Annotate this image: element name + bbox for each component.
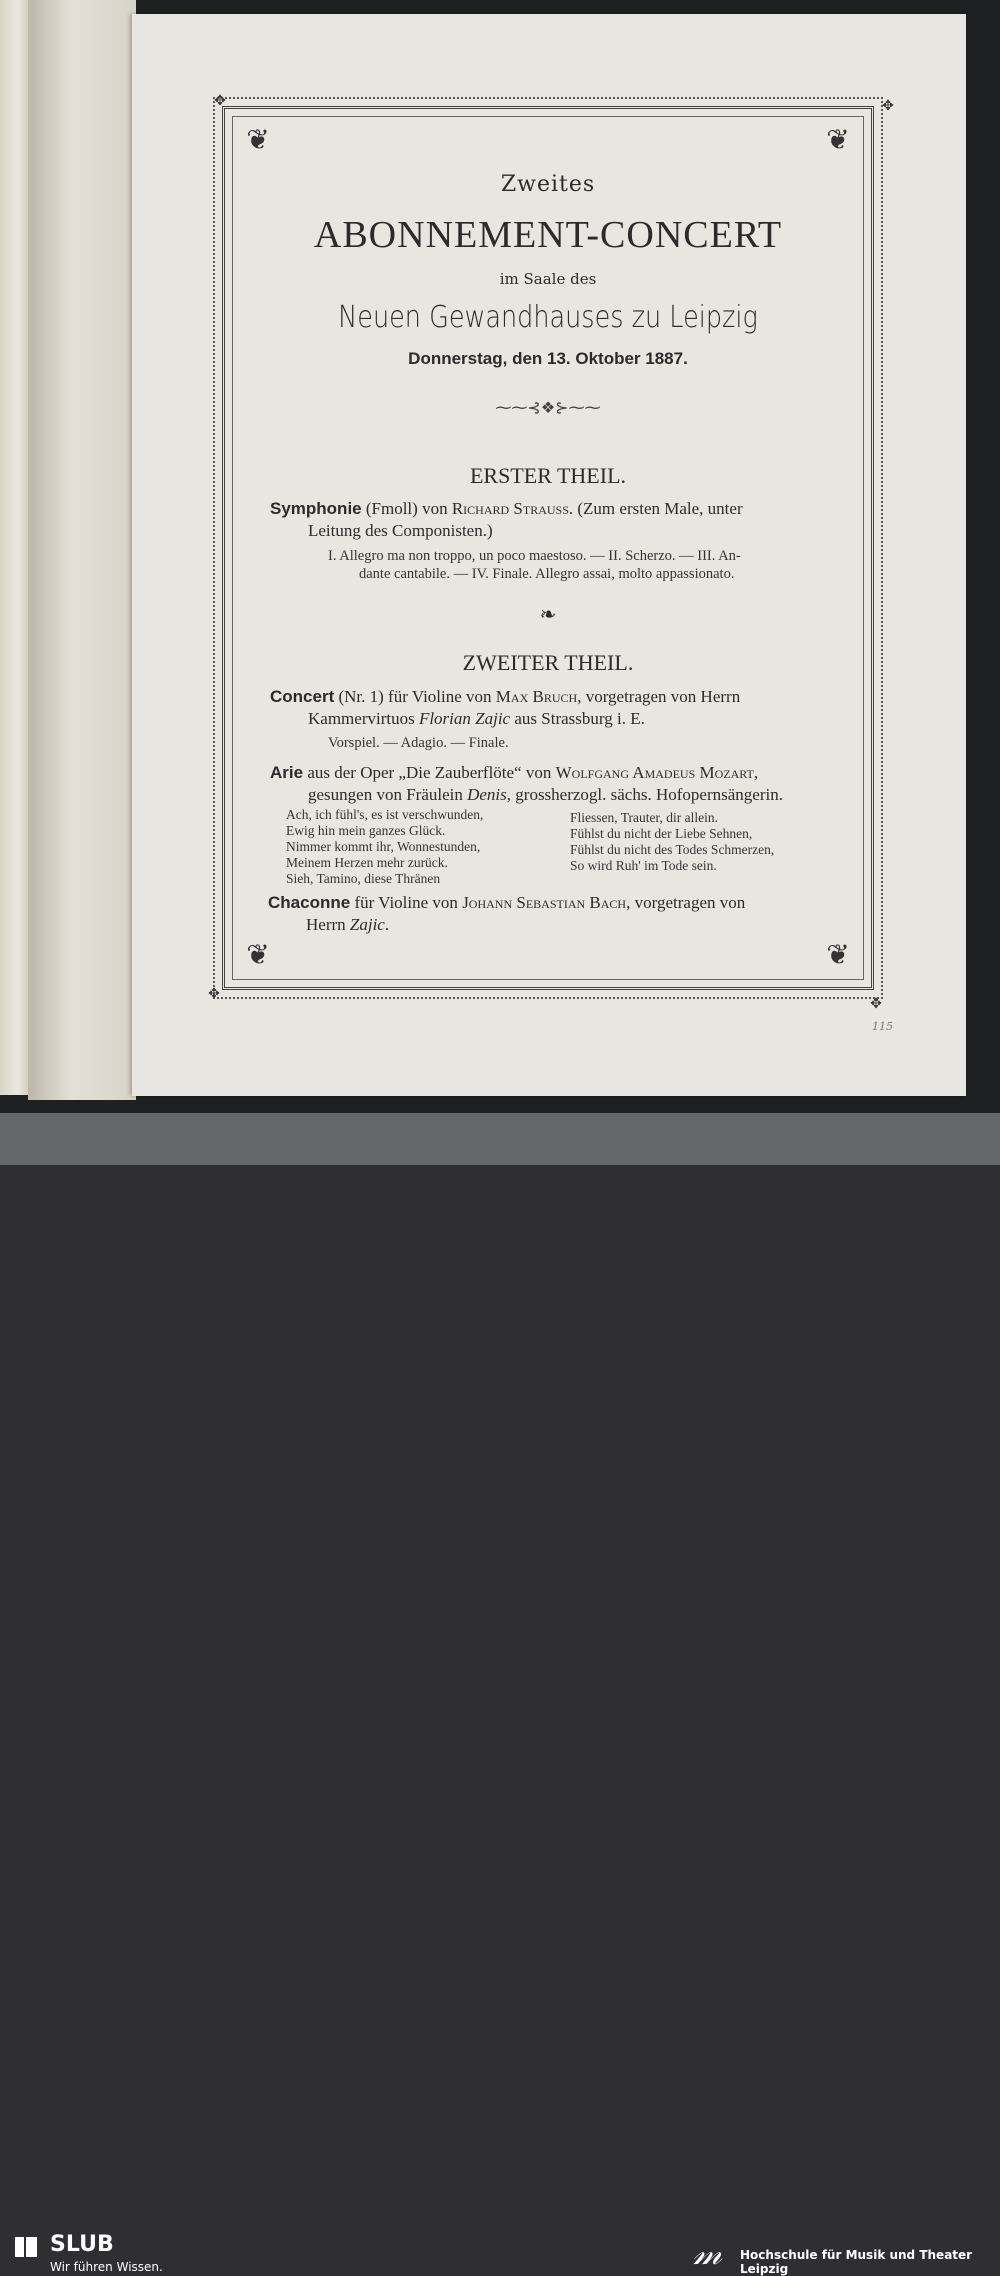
piece-text: Kammervirtuos [308, 709, 419, 728]
piece-text: (Zum ersten Male, unter [573, 499, 743, 518]
part-2-heading: ZWEITER THEIL. [462, 650, 634, 675]
piece-text: (Nr. 1) für Violine von [334, 687, 496, 706]
piece-text: aus Strassburg i. E. [510, 709, 645, 728]
lyric-line: Fühlst du nicht der Liebe Sehnen, [570, 826, 753, 841]
singer-name: Denis [467, 785, 507, 804]
corner-ornament-icon: ❦ [246, 123, 270, 156]
slub-book-icon [13, 2234, 39, 2260]
composer-name: Wolfgang Amadeus Mozart [555, 763, 754, 782]
corner-ornament-icon: ❦ [826, 938, 850, 971]
composer-name: Richard Strauss. [451, 499, 574, 518]
corner-ornament-icon: ❦ [826, 123, 850, 156]
library-slogan: Wir führen Wissen. [50, 2260, 163, 2274]
concert-entry [270, 686, 830, 730]
part-1-heading: ERSTER THEIL. [469, 463, 627, 488]
corner-ornament-icon: ✥ [208, 986, 220, 1002]
page-title: ABONNEMENT-CONCERT [313, 214, 783, 256]
piece-text: (Fmoll) von [361, 499, 452, 518]
concert-date: Donnerstag, den 13. Oktober 1887. [408, 349, 688, 368]
lyric-line: Fliessen, Trauter, dir allein. [570, 810, 718, 825]
movements-line: Vorspiel. — Adagio. — Finale. [328, 735, 509, 751]
chaconne-entry [268, 892, 828, 936]
lyric-line: So wird Ruh' im Tode sein. [570, 858, 717, 873]
left-page-edge [0, 0, 30, 1095]
composer-name: Johann Sebastian Bach [462, 893, 627, 912]
venue-name: Neuen Gewandhauses zu Leipzig [338, 300, 758, 335]
piece-text: , grossherzogl. sächs. Hofopernsängerin. [506, 785, 783, 804]
book-gutter [28, 0, 136, 1100]
lyric-line: Sieh, Tamino, diese Thränen [286, 871, 441, 886]
soloist-name: Zajic [349, 915, 385, 934]
lyric-line: Ewig hin mein ganzes Glück. [286, 823, 446, 838]
lyric-line: Ach, ich fühl's, es ist verschwunden, [286, 807, 484, 822]
lyric-line: Meinem Herzen mehr zurück. [286, 855, 448, 870]
piece-title: Arie [270, 763, 304, 782]
lyric-line: Fühlst du nicht des Todes Schmerzen, [570, 842, 775, 857]
hmt-logo-icon: 𝓂 [693, 2233, 722, 2273]
corner-ornament-icon: ❦ [246, 938, 270, 971]
piece-text: gesungen von Fräulein [308, 785, 468, 804]
movements-line: dante cantabile. — IV. Finale. Allegro assai, molto appassionato. [359, 566, 735, 582]
piece-title: Symphonie [270, 499, 362, 518]
arie-entry [270, 762, 830, 806]
soloist-name: Florian Zajic [418, 709, 511, 728]
piece-text: , [753, 763, 759, 782]
viewer-footer [0, 1113, 1000, 2276]
piece-title: Chaconne [268, 893, 351, 912]
page-number: 115 [872, 1020, 893, 1033]
scan-background [0, 0, 1000, 1113]
venue-prefix: im Saale des [499, 270, 597, 288]
piece-text: aus der Oper „Die Zauberflöte“ von [303, 763, 556, 782]
piece-text: Leitung des Componisten.) [308, 521, 493, 540]
lyrics-left-column [286, 807, 483, 887]
piece-text: für Violine von [350, 893, 463, 912]
lyrics-right-column [570, 810, 774, 874]
pre-title: Zweites [500, 172, 596, 197]
corner-ornament-icon: ✥ [214, 93, 226, 109]
piece-text: , vorgetragen von Herrn [577, 687, 741, 706]
piece-title: Concert [270, 687, 335, 706]
floral-ornament-icon: ❧ [539, 602, 557, 626]
composer-name: Max Bruch [495, 687, 578, 706]
symphonie-entry [270, 498, 830, 542]
lyric-line: Nimmer kommt ihr, Wonnestunden, [286, 839, 481, 854]
library-name: SLUB [50, 2232, 114, 2257]
divider-ornament-icon: ⁓⁓⊰❖⊱⁓⁓ [495, 398, 601, 417]
movements-line: I. Allegro ma non troppo, un poco maestoso. — II. Scherzo. — III. An- [328, 548, 741, 564]
piece-text: . [384, 915, 390, 934]
institution-name: Hochschule für Musik und Theater Leipzig [740, 2248, 973, 2276]
corner-ornament-icon: ✥ [882, 98, 894, 114]
corner-ornament-icon: ✥ [870, 996, 882, 1012]
piece-text: Herrn [306, 915, 350, 934]
piece-text: , vorgetragen von [626, 893, 746, 912]
